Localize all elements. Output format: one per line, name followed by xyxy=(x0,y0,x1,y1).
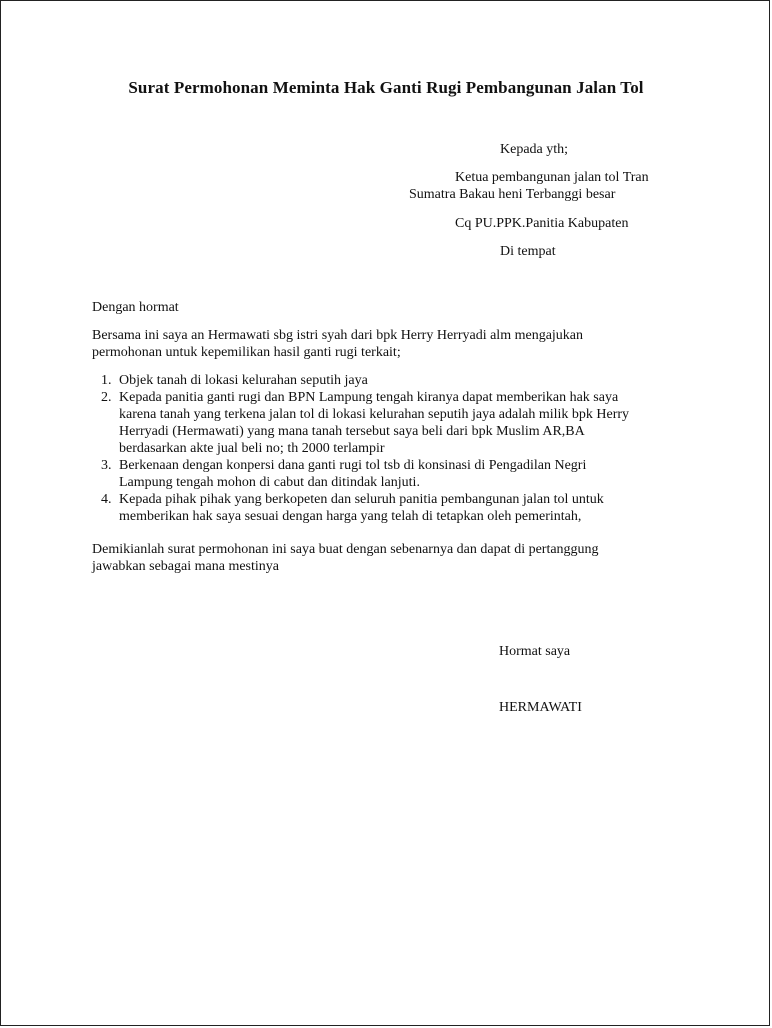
list-item xyxy=(92,457,692,491)
recipient-line-2: Sumatra Bakau heni Terbanggi besar xyxy=(409,187,616,202)
list-item-text: karena tanah yang terkena jalan tol di lokasi kelurahan seputih jaya adalah milik bpk Herry xyxy=(119,407,630,422)
greeting: Dengan hormat xyxy=(92,300,179,315)
list-item-number: 1. xyxy=(101,373,112,388)
closing-line-1: Demikianlah surat permohonan ini saya buat dengan sebenarnya dan dapat di pertanggung xyxy=(92,542,599,557)
recipient-line-4: Di tempat xyxy=(500,244,556,259)
list-item xyxy=(92,491,692,525)
list-item-number: 2. xyxy=(101,390,112,405)
list-item-text: Lampung tengah mohon di cabut dan ditindak lanjuti. xyxy=(119,475,420,490)
list-item-text: Herryadi (Hermawati) yang mana tanah tersebut saya beli dari bpk Muslim AR,BA xyxy=(119,424,585,439)
recipient-salutation: Kepada yth; xyxy=(500,142,569,157)
list-item-text: Kepada panitia ganti rugi dan BPN Lampung tengah kiranya dapat memberikan hak saya xyxy=(119,390,619,405)
letter-title: Surat Permohonan Meminta Hak Ganti Rugi Pembangunan Jalan Tol xyxy=(128,78,644,97)
list-item-text: Kepada pihak pihak yang berkopeten dan seluruh panitia pembangunan jalan tol untuk xyxy=(119,492,604,507)
recipient-line-3: Cq PU.PPK.Panitia Kabupaten xyxy=(455,216,629,231)
list-item-number: 3. xyxy=(101,458,112,473)
intro-line-2: permohonan untuk kepemilikan hasil ganti rugi terkait; xyxy=(92,345,401,360)
closing-line-2: jawabkan sebagai mana mestinya xyxy=(92,559,279,574)
list-item-text: memberikan hak saya sesuai dengan harga yang telah di tetapkan oleh pemerintah, xyxy=(119,509,582,524)
list-item-text: Objek tanah di lokasi kelurahan seputih jaya xyxy=(119,373,368,388)
list-item xyxy=(92,389,692,457)
list-item-number: 4. xyxy=(101,492,112,507)
recipient-line-1: Ketua pembangunan jalan tol Tran xyxy=(455,170,649,185)
request-list xyxy=(92,372,692,525)
signature-salutation: Hormat saya xyxy=(499,644,571,659)
list-item-text: berdasarkan akte jual beli no; th 2000 terlampir xyxy=(119,441,385,456)
list-item-text: Berkenaan dengan konpersi dana ganti rugi tol tsb di konsinasi di Pengadilan Negri xyxy=(119,458,587,473)
list-item xyxy=(92,372,692,389)
signature-name: HERMAWATI xyxy=(499,700,582,715)
intro-line-1: Bersama ini saya an Hermawati sbg istri syah dari bpk Herry Herryadi alm mengajukan xyxy=(92,328,584,343)
